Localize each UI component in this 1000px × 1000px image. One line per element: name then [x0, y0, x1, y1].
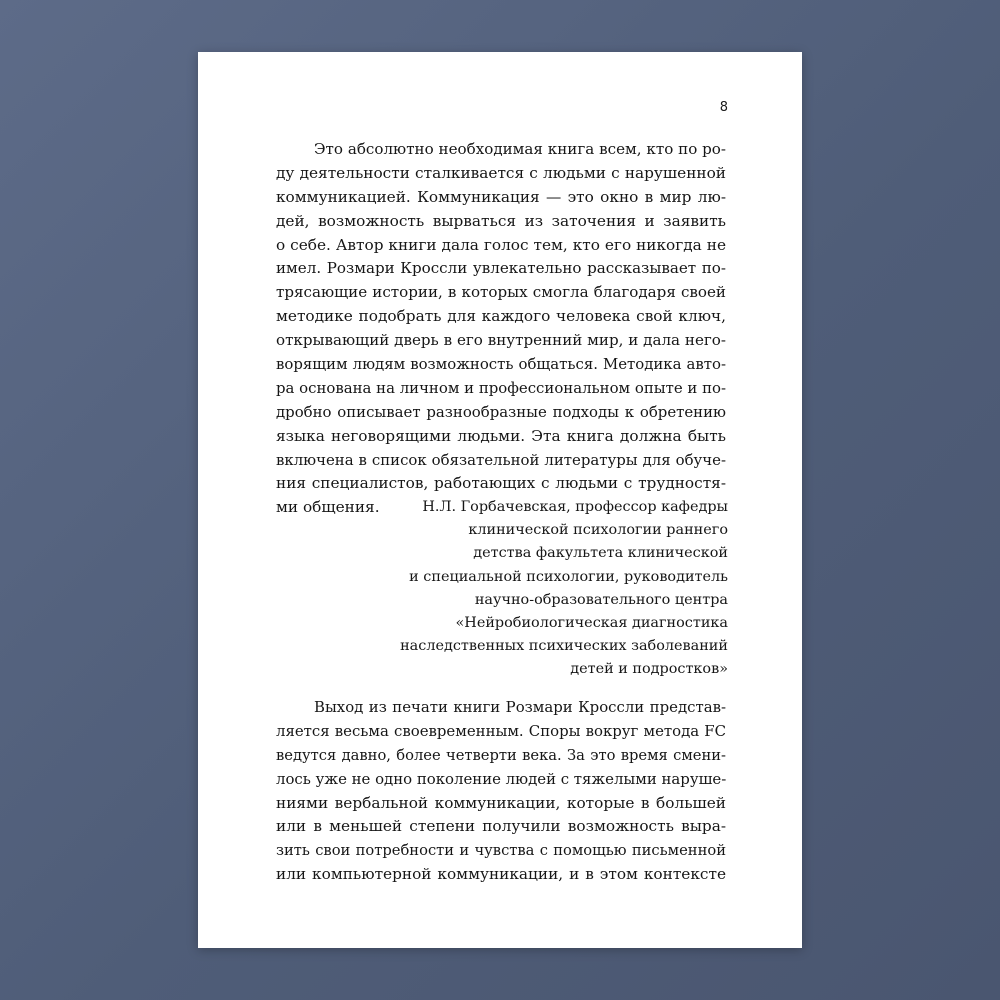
- paragraph-line: ворящим людям возможность общаться. Методика авто-: [276, 355, 726, 374]
- paragraph-line: о себе. Автор книги дала голос тем, кто его никогда не: [276, 235, 726, 254]
- paragraph-line: или в меньшей степени получили возможность выра-: [276, 817, 726, 836]
- paragraph-line: Выход из печати книги Розмари Кроссли представ-: [314, 698, 726, 716]
- book-page: [198, 52, 802, 948]
- paragraph-line: зить свои потребности и чувства с помощью письменной: [276, 842, 726, 860]
- paragraph-line: ляется весьма своевременным. Споры вокруг метода FC: [276, 721, 726, 740]
- paragraph-line: включена в список обязательной литературы для обуче-: [276, 450, 726, 469]
- attribution-line: «Нейробиологическая диагностика: [455, 614, 728, 631]
- paragraph-line: ми общения.: [276, 498, 380, 517]
- paragraph-review: [276, 138, 726, 520]
- paragraph-continuation: [276, 696, 726, 887]
- paragraph-line: ведутся давно, более четверти века. За это время смени-: [276, 746, 726, 764]
- attribution-line: Н.Л. Горбачевская, профессор кафедры: [422, 499, 728, 515]
- attribution-line: клинической психологии раннего: [468, 522, 728, 539]
- attribution-line: наследственных психических заболеваний: [400, 638, 728, 655]
- author-attribution: [368, 496, 728, 682]
- paragraph-line: или компьютерной коммуникации, и в этом контексте: [276, 865, 726, 884]
- paragraph-line: ниями вербальной коммуникации, которые в большей: [276, 793, 726, 812]
- paragraph-line: дей, возможность вырваться из заточения и заявить: [276, 211, 726, 230]
- attribution-line: детства факультета клинической: [473, 545, 728, 562]
- paragraph-line: ния специалистов, работающих с людьми с трудностя-: [276, 474, 726, 493]
- paragraph-line: методике подобрать для каждого человека свой ключ,: [276, 307, 726, 326]
- attribution-line: детей и подростков»: [570, 661, 728, 678]
- paragraph-line: Это абсолютно необходимая книга всем, кто по ро-: [314, 140, 726, 158]
- paragraph-line: коммуникацией. Коммуникация — это окно в мир лю-: [276, 187, 726, 206]
- paragraph-line: лось уже не одно поколение людей с тяжелыми наруше-: [276, 769, 727, 788]
- paragraph-line: дробно описывает разнообразные подходы к обретению: [276, 402, 726, 421]
- paragraph-line: ду деятельности сталкивается с людьми с нарушенной: [276, 163, 726, 182]
- paragraph-line: трясающие истории, в которых смогла благодаря своей: [276, 283, 726, 302]
- attribution-line: научно-образовательного центра: [474, 591, 728, 608]
- paragraph-line: имел. Розмари Кроссли увлекательно рассказывает по-: [276, 259, 726, 278]
- attribution-line: и специальной психологии, руководитель: [409, 568, 728, 585]
- paragraph-line: открывающий дверь в его внутренний мир, и дала него-: [276, 331, 726, 350]
- paragraph-line: языка неговорящими людьми. Эта книга должна быть: [276, 426, 726, 445]
- paragraph-line: ра основана на личном и профессиональном опыте и по-: [276, 378, 726, 397]
- page-number: 8: [719, 100, 728, 115]
